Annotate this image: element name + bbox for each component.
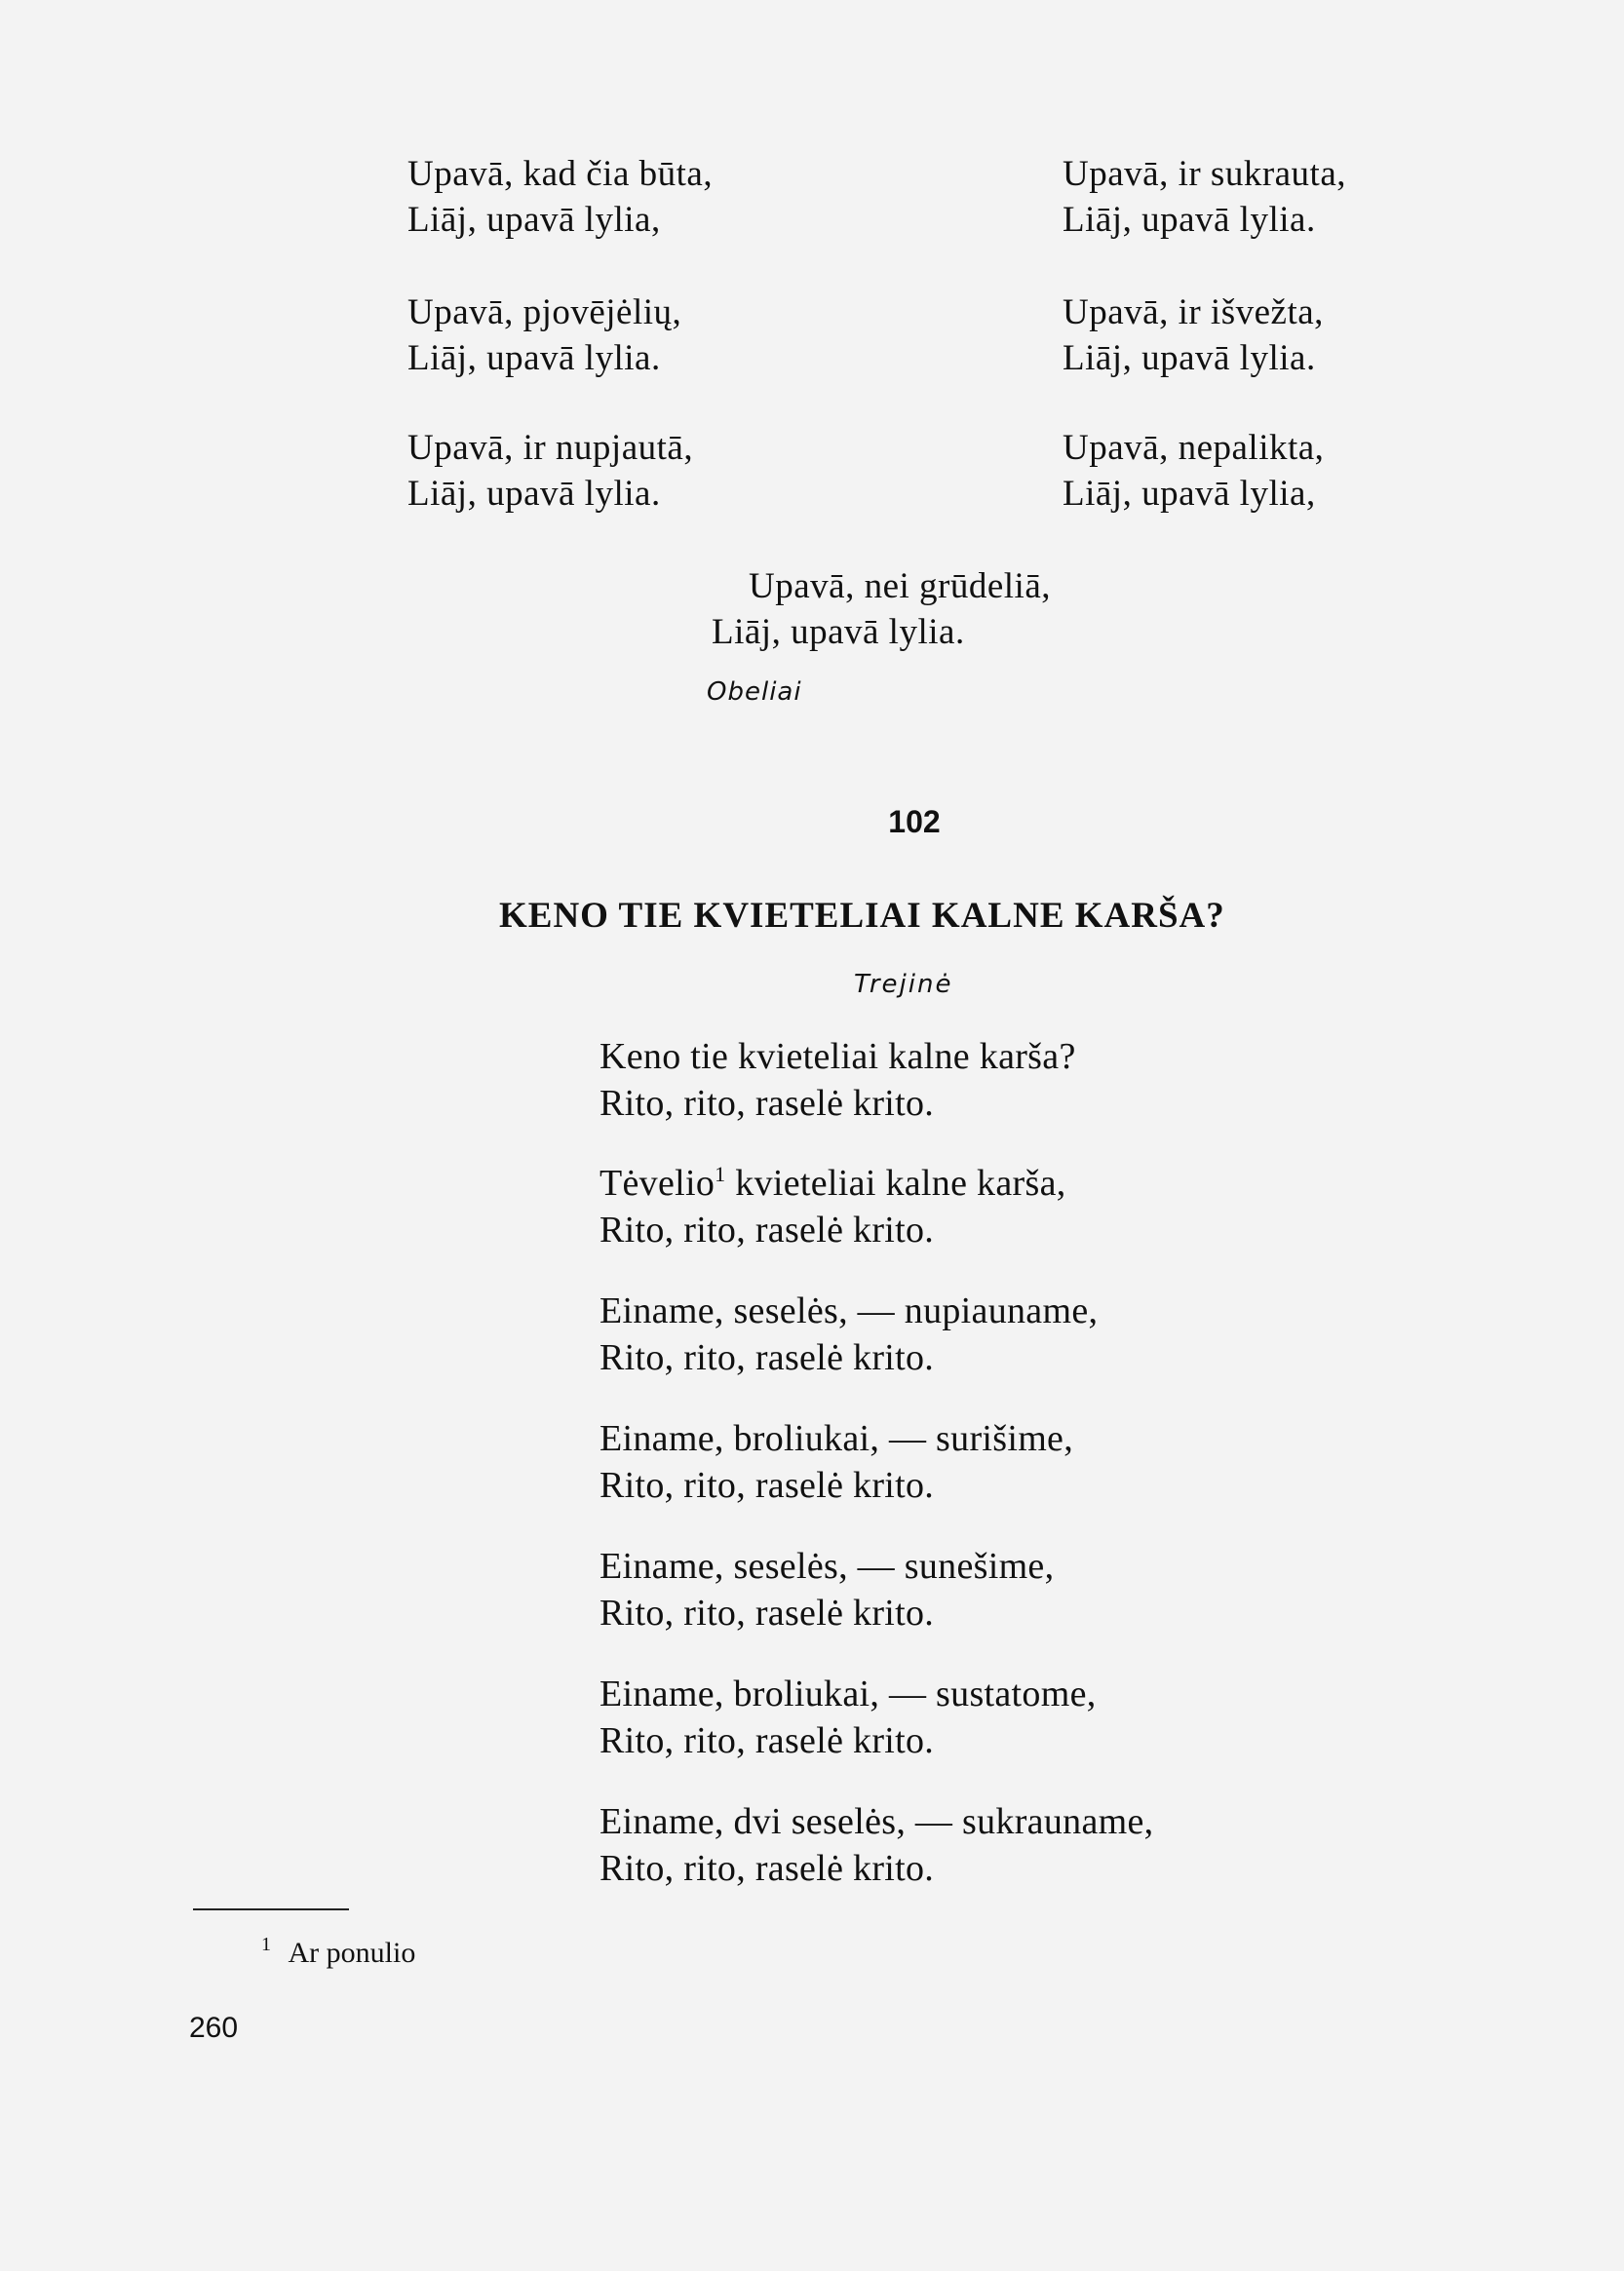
song-number: 102 — [888, 804, 941, 839]
verse-line: Upavā, kad čia būta, — [407, 154, 714, 194]
verse-line: Keno tie kvieteliai kalne karša? — [599, 1036, 1076, 1077]
verse-line: Einame, seselės, — sunešime, — [599, 1546, 1055, 1587]
verse-line: Upavā, ir sukrauta, — [1063, 154, 1347, 194]
verse-2 — [599, 1160, 1066, 1253]
refrain-line: Rito, rito, raselė krito. — [599, 1210, 935, 1251]
verse-6 — [599, 1671, 1097, 1764]
verse-1 — [599, 1033, 1076, 1127]
refrain-line: Rito, rito, raselė krito. — [599, 1848, 935, 1889]
verse-line: Einame, dvi seselės, — sukrauname, — [599, 1801, 1154, 1842]
stanza-right-1 — [1063, 151, 1346, 243]
refrain-line: Rito, rito, raselė krito. — [599, 1593, 935, 1634]
verse-line-rest: kvieteliai kalne karša, — [725, 1163, 1066, 1204]
verse-3 — [599, 1288, 1098, 1381]
refrain-line: Liāj, upavā lylia, — [1063, 474, 1316, 514]
refrain-line: Liāj, upavā lylia. — [407, 474, 661, 514]
footnote-divider — [193, 1908, 349, 1910]
refrain-line: Liāj, upavā lylia. — [1063, 200, 1316, 240]
verse-line: Einame, broliukai, — surišime, — [599, 1418, 1074, 1459]
refrain-line: Rito, rito, raselė krito. — [599, 1465, 935, 1506]
verse-7 — [599, 1798, 1153, 1892]
verse-line: Upavā, nei grūdeliā, — [749, 566, 1051, 606]
footnote — [261, 1934, 416, 1970]
footnote-text: Ar ponulio — [288, 1937, 416, 1969]
refrain-line: Rito, rito, raselė krito. — [599, 1083, 935, 1124]
song-title: KENO TIE KVIETELIAI KALNE KARŠA? — [499, 896, 1225, 936]
stanza-left-3 — [407, 425, 693, 517]
refrain-line: Liāj, upavā lylia. — [712, 612, 965, 652]
footnote-mark: 1 — [261, 1934, 271, 1955]
refrain-line: Rito, rito, raselė krito. — [599, 1337, 935, 1378]
stanza-right-2 — [1063, 289, 1324, 381]
verse-line — [599, 1160, 1066, 1207]
verse-line: Upavā, ir nupjautā, — [407, 428, 694, 468]
footnote-mark: 1 — [715, 1162, 726, 1186]
verse-line: Upavā, pjovējėlių, — [407, 292, 682, 332]
verse-line: Upavā, ir išvežta, — [1063, 292, 1324, 332]
refrain-line: Liāj, upavā lylia. — [407, 338, 661, 378]
stanza-center — [712, 563, 1051, 655]
place-of-record: Obeliai — [707, 677, 802, 707]
page-number: 260 — [189, 2012, 239, 2044]
verse-line: Einame, seselės, — nupiauname, — [599, 1290, 1099, 1331]
footnoted-word: Tėvelio — [599, 1163, 715, 1204]
refrain-line: Liāj, upavā lylia. — [1063, 338, 1316, 378]
verse-line: Upavā, nepalikta, — [1063, 428, 1325, 468]
stanza-left-1 — [407, 151, 713, 243]
refrain-line: Rito, rito, raselė krito. — [599, 1720, 935, 1761]
stanza-left-2 — [407, 289, 681, 381]
song-subtitle: Trejinė — [854, 970, 953, 999]
stanza-right-3 — [1063, 425, 1324, 517]
refrain-line: Liāj, upavā lylia, — [407, 200, 661, 240]
verse-line: Einame, broliukai, — sustatome, — [599, 1674, 1097, 1714]
verse-5 — [599, 1543, 1054, 1636]
verse-4 — [599, 1415, 1073, 1509]
